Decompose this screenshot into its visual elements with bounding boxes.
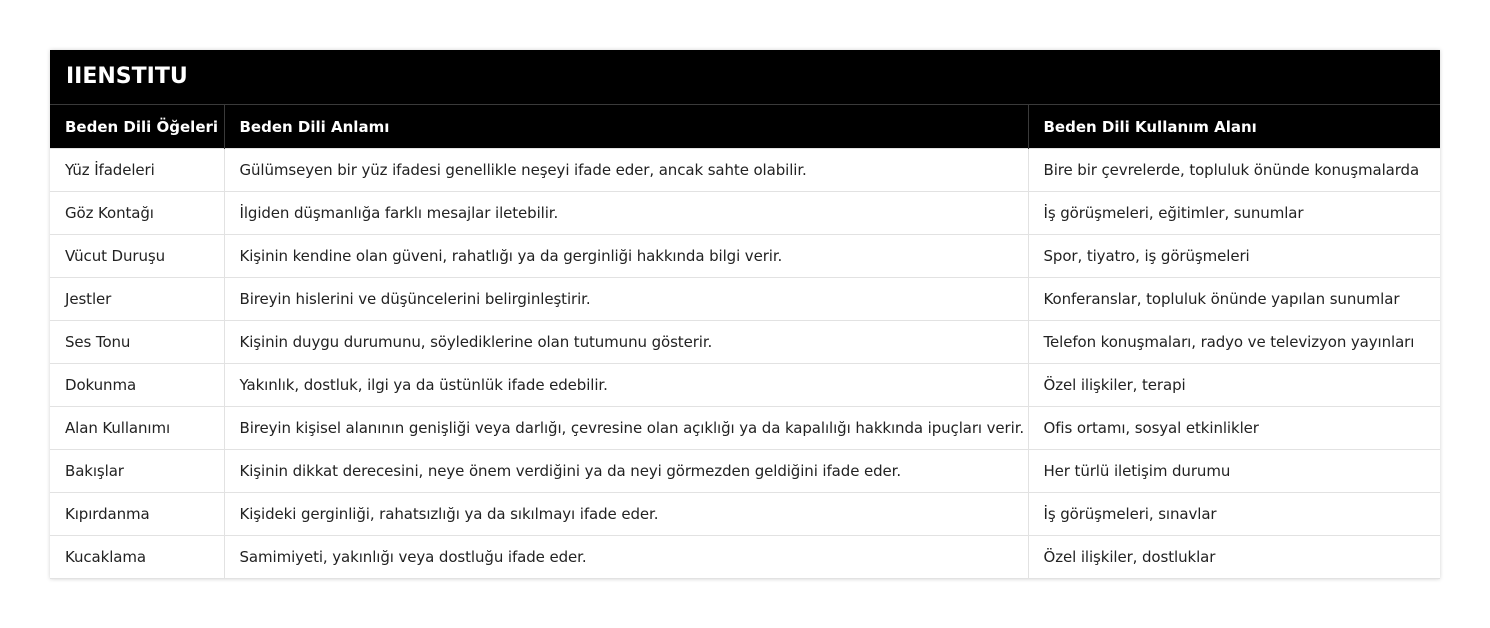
table-row [50,149,1440,192]
cell-meaning: Kişinin dikkat derecesini, neye önem verdiğini ya da neyi görmezden geldiğini ifade eder. [224,450,1028,493]
cell-usage: İş görüşmeleri, sınavlar [1028,493,1440,536]
cell-usage: Ofis ortamı, sosyal etkinlikler [1028,407,1440,450]
column-header-meaning: Beden Dili Anlamı [224,105,1028,149]
cell-element: Kucaklama [50,536,224,579]
cell-element: Bakışlar [50,450,224,493]
cell-meaning: Kişideki gerginliği, rahatsızlığı ya da sıkılmayı ifade eder. [224,493,1028,536]
cell-meaning: Bireyin kişisel alanının genişliği veya darlığı, çevresine olan açıklığı ya da kapalılığı hakkında ipuçları verir. [224,407,1028,450]
table-row [50,235,1440,278]
table-row [50,364,1440,407]
cell-element: Göz Kontağı [50,192,224,235]
cell-meaning: Kişinin duygu durumunu, söylediklerine olan tutumunu gösterir. [224,321,1028,364]
cell-usage: Spor, tiyatro, iş görüşmeleri [1028,235,1440,278]
cell-element: Kıpırdanma [50,493,224,536]
body-language-table-card [50,50,1440,579]
cell-element: Yüz İfadeleri [50,149,224,192]
body-language-table [50,104,1440,579]
cell-element: Alan Kullanımı [50,407,224,450]
cell-meaning: İlgiden düşmanlığa farklı mesajlar iletebilir. [224,192,1028,235]
column-header-elements: Beden Dili Öğeleri [50,105,224,149]
cell-meaning: Kişinin kendine olan güveni, rahatlığı ya da gerginliği hakkında bilgi verir. [224,235,1028,278]
table-row [50,493,1440,536]
column-header-usage: Beden Dili Kullanım Alanı [1028,105,1440,149]
cell-usage: Özel ilişkiler, dostluklar [1028,536,1440,579]
table-title: IIENSTITU [50,50,1440,104]
cell-element: Dokunma [50,364,224,407]
cell-usage: Her türlü iletişim durumu [1028,450,1440,493]
cell-usage: Konferanslar, topluluk önünde yapılan sunumlar [1028,278,1440,321]
table-row [50,536,1440,579]
table-row [50,407,1440,450]
table-row [50,321,1440,364]
cell-meaning: Bireyin hislerini ve düşüncelerini belirginleştirir. [224,278,1028,321]
cell-usage: İş görüşmeleri, eğitimler, sunumlar [1028,192,1440,235]
table-row [50,192,1440,235]
cell-element: Jestler [50,278,224,321]
cell-meaning: Gülümseyen bir yüz ifadesi genellikle neşeyi ifade eder, ancak sahte olabilir. [224,149,1028,192]
cell-element: Ses Tonu [50,321,224,364]
table-row [50,278,1440,321]
cell-usage: Özel ilişkiler, terapi [1028,364,1440,407]
table-row [50,450,1440,493]
cell-meaning: Samimiyeti, yakınlığı veya dostluğu ifade eder. [224,536,1028,579]
cell-usage: Bire bir çevrelerde, topluluk önünde konuşmalarda [1028,149,1440,192]
header-row [50,105,1440,149]
cell-meaning: Yakınlık, dostluk, ilgi ya da üstünlük ifade edebilir. [224,364,1028,407]
cell-usage: Telefon konuşmaları, radyo ve televizyon yayınları [1028,321,1440,364]
cell-element: Vücut Duruşu [50,235,224,278]
